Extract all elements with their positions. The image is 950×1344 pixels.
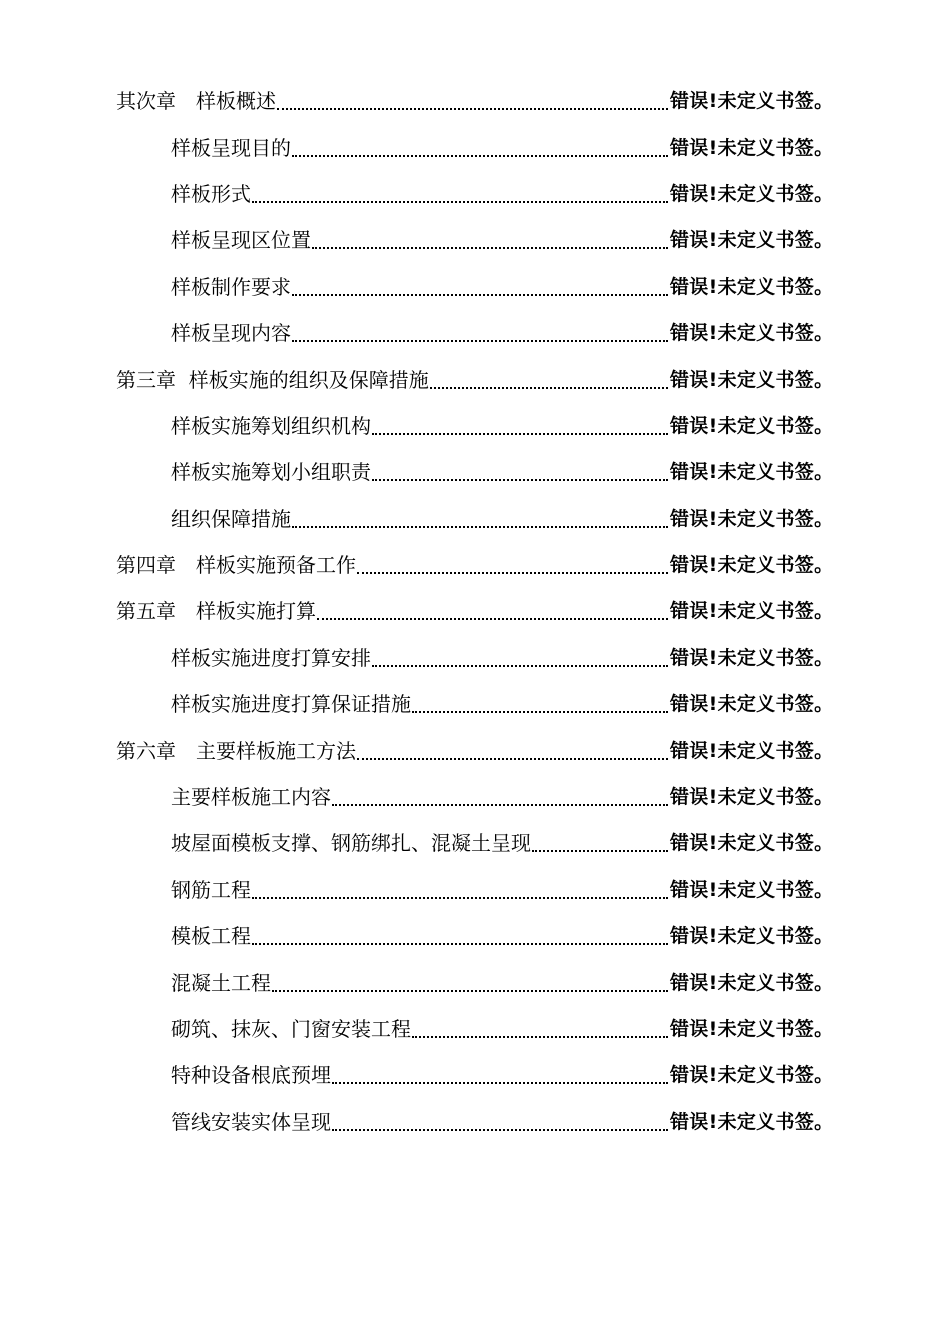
toc-page-reference: 错误!未定义书签。 [670,971,834,994]
toc-page-reference: 错误!未定义书签。 [670,878,834,901]
toc-entry-title: 第四章 样板实施预备工作 [116,553,356,578]
toc-page-reference: 错误!未定义书签。 [670,275,834,298]
table-of-contents [0,78,950,1145]
toc-entry-title: 第六章 主要样板施工方法 [116,738,356,763]
toc-entry-title: 第三章 样板实施的组织及保障措施 [116,367,429,392]
toc-entry[interactable] [0,1099,950,1145]
toc-entry-title: 样板制作要求 [171,274,291,299]
toc-entry-title: 第五章 样板实施打算 [116,599,316,624]
toc-dot-leader [332,1129,668,1131]
toc-page-reference: 错误!未定义书签。 [670,1110,834,1133]
toc-entry-title: 样板呈现区位置 [171,228,311,253]
toc-dot-leader [412,1036,668,1038]
toc-dot-leader [412,711,668,713]
toc-entry-title: 样板实施进度打算安排 [171,645,371,670]
toc-page-reference: 错误!未定义书签。 [670,1064,834,1087]
toc-entry-title: 样板呈现目的 [171,135,291,160]
toc-page-reference: 错误!未定义书签。 [670,554,834,577]
toc-entry-title: 其次章 样板概述 [116,89,276,114]
toc-entry-title: 样板形式 [171,181,251,206]
toc-entry-title: 钢筋工程 [171,877,251,902]
toc-page-reference: 错误!未定义书签。 [670,925,834,948]
toc-dot-leader [532,850,668,852]
toc-entry-title: 砌筑、抹灰、门窗安装工程 [171,1017,411,1041]
toc-entry[interactable] [0,820,950,866]
toc-page-reference: 错误!未定义书签。 [670,786,834,809]
toc-page-reference: 错误!未定义书签。 [670,600,834,623]
toc-dot-leader [372,665,668,667]
toc-entry-title: 组织保障措施 [171,506,291,531]
toc-dot-leader [252,201,668,203]
toc-entry[interactable] [0,681,950,727]
toc-entry[interactable] [0,449,950,495]
toc-page-reference: 错误!未定义书签。 [670,693,834,716]
toc-entry[interactable] [0,264,950,310]
toc-entry-title: 管线安装实体呈现 [171,1109,331,1134]
toc-dot-leader [292,526,668,528]
toc-entry-title: 样板实施筹划组织机构 [171,413,371,438]
toc-dot-leader [332,1082,668,1084]
toc-entry[interactable] [0,774,950,820]
toc-dot-leader [372,479,668,481]
toc-dot-leader [357,572,668,574]
toc-page-reference: 错误!未定义书签。 [670,90,834,113]
toc-entry[interactable] [0,496,950,542]
toc-entry[interactable] [0,913,950,959]
toc-dot-leader [272,990,668,992]
toc-page-reference: 错误!未定义书签。 [670,507,834,530]
toc-dot-leader [252,897,668,899]
toc-entry[interactable] [0,1052,950,1098]
toc-entry[interactable] [0,588,950,634]
toc-entry[interactable] [0,171,950,217]
toc-page-reference: 错误!未定义书签。 [670,368,834,391]
toc-entry[interactable] [0,78,950,124]
toc-dot-leader [357,758,668,760]
toc-dot-leader [372,433,668,435]
toc-page-reference: 错误!未定义书签。 [670,322,834,345]
toc-entry[interactable] [0,542,950,588]
toc-entry[interactable] [0,403,950,449]
toc-entry[interactable] [0,635,950,681]
toc-dot-leader [317,618,668,620]
toc-page-reference: 错误!未定义书签。 [670,1018,834,1040]
toc-entry-title: 样板实施筹划小组职责 [171,460,371,485]
toc-dot-leader [252,943,668,945]
toc-entry[interactable] [0,1006,950,1052]
toc-dot-leader [292,340,668,342]
toc-entry[interactable] [0,124,950,170]
toc-entry-title: 样板呈现内容 [171,321,291,346]
toc-dot-leader [277,108,668,110]
toc-entry-title: 模板工程 [171,924,251,949]
toc-page-reference: 错误!未定义书签。 [670,832,834,855]
toc-entry[interactable] [0,310,950,356]
toc-dot-leader [430,387,668,389]
toc-entry-title: 混凝土工程 [171,970,271,995]
toc-page-reference: 错误!未定义书签。 [670,461,834,484]
toc-entry-title: 主要样板施工内容 [171,785,331,810]
toc-entry-title: 样板实施进度打算保证措施 [171,692,411,717]
toc-page-reference: 错误!未定义书签。 [670,136,834,159]
toc-dot-leader [312,247,668,249]
toc-entry[interactable] [0,959,950,1005]
toc-page-reference: 错误!未定义书签。 [670,182,834,205]
toc-page-reference: 错误!未定义书签。 [670,646,834,669]
toc-dot-leader [292,294,668,296]
toc-page-reference: 错误!未定义书签。 [670,229,834,252]
toc-page-reference: 错误!未定义书签。 [670,414,834,437]
toc-dot-leader [332,804,668,806]
toc-entry-title: 坡屋面模板支撑、钢筋绑扎、混凝土呈现 [171,831,531,856]
toc-entry[interactable] [0,217,950,263]
toc-dot-leader [292,155,668,157]
toc-entry[interactable] [0,356,950,402]
toc-entry[interactable] [0,727,950,773]
toc-page-reference: 错误!未定义书签。 [670,739,834,762]
toc-entry-title: 特种设备根底预埋 [171,1063,331,1088]
toc-entry[interactable] [0,867,950,913]
